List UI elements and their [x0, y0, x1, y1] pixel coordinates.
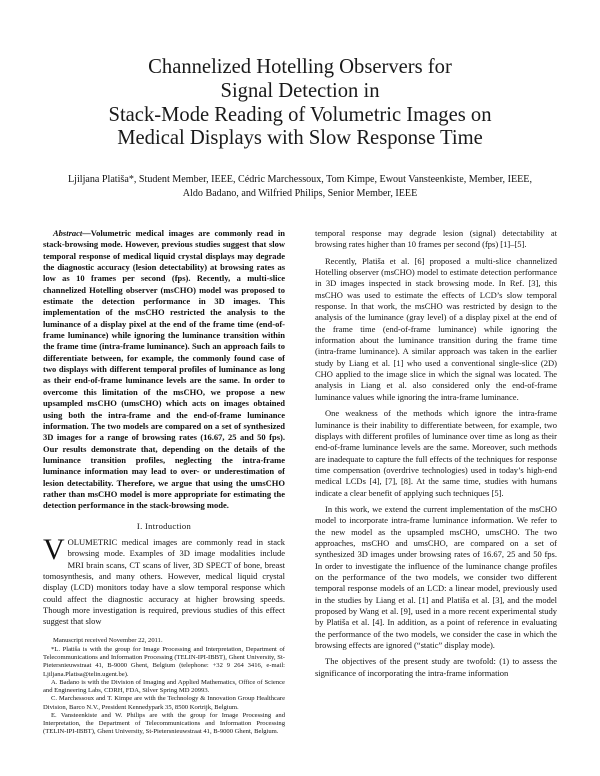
title-line: Signal Detection in: [220, 79, 380, 102]
body-paragraph-5: The objectives of the present study are twofold: (1) to assess the significance of incorporating the intra-frame information: [315, 656, 557, 678]
footnotes: [43, 637, 285, 737]
intro-text: OLUMETRIC medical images are commonly read in stack browsing mode. Examples of 3D image modalities include MRI brain scans, CT scans of liver, 3D SPECT of bone, breast tomosynthesis, and many others. However, medical liquid crystal display (LCD) monitors today have a slow temporal response which could affect the diagnostic accuracy at higher browsing speeds. Though more investigation is required, previous studies of this effect suggest that slow: [43, 536, 285, 627]
left-column: [43, 228, 285, 737]
right-column: [315, 228, 557, 679]
intro-paragraph: [43, 532, 285, 628]
abstract-text: —Volumetric medical images are commonly read in stack-browsing mode. However, previous studies suggest that slow temporal response of medical liquid crystal displays may degrade the diagnostic accuracy (lesion detectability) at browsing rates as low as 10 frames per second (fps). Recently, a multi-slice channelized Hotelling observer (msCHO) model was proposed to estimate the detection performance in 3D images. This implementation of the msCHO restricted the analysis to the luminance of a display pixel at the end of the frame time (end-of-frame luminance) while ignoring the luminance transition within the frame time (intra-frame luminance). Such an approach fails to differentiate between, for example, the commonly found case of two displays with different temporal profiles of luminance as long as their end-of-frame luminance levels are the same. In order to overcome this limitation of the msCHO, we propose a new upsampled msCHO (umsCHO) which acts on images obtained using both the intra-frame and the end-of-frame luminance information. The two models are compared on a set of synthesized 3D images for a range of browsing rates (16.67, 25 and 50 fps). Our results demonstrate that, depending on the details of the luminance transition profiles, neglecting the intra-frame luminance information may lead to over- or underestimation of lesion detectability. Therefore, we argue that using the umsCHO rather than msCHO model is more appropriate for estimating the detection performance in the stack-browsing mode.: [43, 228, 285, 511]
title-line: Stack-Mode Reading of Volumetric Images on: [108, 103, 492, 126]
body-paragraph-2: Recently, Platiša et al. [6] proposed a multi-slice channelized Hotelling observer (msCHO) model to estimate detection performance in 3D images inspected in stack browsing mode. In Ref. [3], this msCHO was used to estimate the effects of LCD’s slow temporal response. In that work, the msCHO was restricted by design to the analysis of the luminance (gray level) of a display pixel at the end of the frame time (end-of-frame luminance) while ignoring the information about the luminance transition during the frame time (intra-frame luminance). A similar approach was taken in the earlier study by Liang et al. [1] who used a conventional single-slice (2D) CHO applied to the image slice in which the signal was located. The analysis in Liang et al. also considered only the end-of-frame luminance values while ignoring the intra-frame luminance.: [315, 255, 557, 402]
title-line: Medical Displays with Slow Response Time: [117, 127, 483, 150]
footnote-vansteenkiste: E. Vansteenkiste and W. Philips are with the group for Image Processing and Interpretation, the Department of Telecommunications and Information Processing (TELIN-IPI-IBBT), Ghent University, St-Pietersnieuwstraat 41, B-9000 Ghent, Belgium.: [43, 711, 285, 736]
section-heading-introduction: I. Introduction: [136, 520, 192, 531]
author-line-2: Aldo Badano, and Wilfried Philips, Senior Member, IEEE: [182, 188, 418, 200]
title-line: Channelized Hotelling Observers for: [148, 56, 452, 78]
footnote-platisa: *L. Platiša is with the group for Image Processing and Interpretation, Department of Telecommunications and Information Processing (TELIN-IPI-IBBT), Ghent University, St-Pietersnieuwstraat 41, B-9000 Ghent, Belgium (telephone: +32 9 264 3416, e-mail: Ljiljana.Platisa@telin.ugent.be).: [43, 645, 285, 678]
author-list: [30, 173, 570, 201]
body-paragraph-4: In this work, we extend the current implementation of the msCHO model to incorporate intra-frame luminance information. We refer to the new model as the upsampled msCHO, umsCHO. The two approaches, msCHO and umsCHO, are compared on a set of synthesized 3D images under browsing rates of 16.67, 25 and 50 fps. In order to investigate the influence of the luminance change profiles on the performance of the two models, we consider two different temporal response models of an LCD: a linear model, previously used in the studies by Liang et al. [1] and Platiša et al. [3], and the model proposed by Wang et al. [9], used in a more recent experimental study by Platiša et al. [4]. In addition, as a point of reference in evaluating the performance of the two models, we consider the case in which the browsing effects are ignored (“static” display mode).: [315, 503, 557, 651]
abstract: [43, 228, 285, 512]
body-paragraph-1: temporal response may degrade lesion (signal) detectability at browsing rates higher than 10 frames per second (fps) [1]–[5].: [315, 228, 557, 250]
footnote-marchessoux: C. Marchessoux and T. Kimpe are with the Technology & Innovation Group Healthcare Division, Barco N.V., President Kennedypark 35, 8500 Kortrijk, Belgium.: [43, 695, 285, 711]
abstract-label: Abstract: [53, 228, 83, 238]
paper-title: [40, 56, 560, 151]
author-line-1: Ljiljana Platiša*, Student Member, IEEE, Cédric Marchessoux, Tom Kimpe, Ewout Vansteenkiste, Member, IEEE,: [67, 174, 532, 185]
drop-cap: V: [43, 532, 65, 566]
body-paragraph-3: One weakness of the methods which ignore the intra-frame luminance is their inability to differentiate between, for example, two displays with different profiles of luminance over time as long as their end-of-frame luminance levels are the same. Moreover, such methods are inadequate to capture the full effects of the techniques for response time compensation (overdrive technologies) used in today’s high-end medical LCDs [4], [7], [8]. At the same time, studies with humans indicate a clear benefit of applying such techniques [5].: [315, 408, 557, 498]
footnote-received: Manuscript received November 22, 2011.: [53, 636, 163, 644]
footnote-badano: A. Badano is with the Division of Imaging and Applied Mathematics, Office of Science and Engineering Labs, CDRH, FDA, Silver Spring MD 20993.: [43, 678, 285, 695]
